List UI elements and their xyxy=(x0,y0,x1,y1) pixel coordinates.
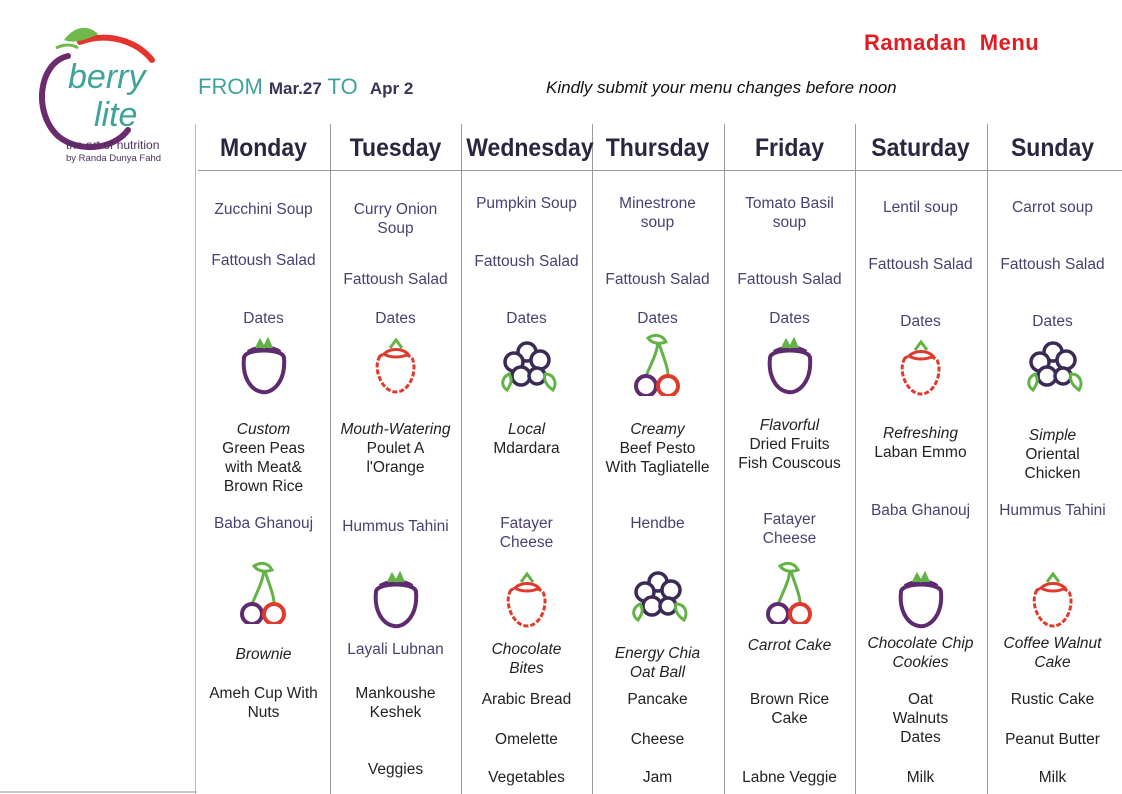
bottom-border xyxy=(0,791,197,793)
breakfast-item: Ameh Cup With Nuts xyxy=(209,685,318,721)
main-dish xyxy=(330,420,461,477)
dates-item: Dates xyxy=(1032,313,1073,330)
breakfast-item: Cheese xyxy=(630,731,685,748)
side-dish: Hummus Tahini xyxy=(342,518,449,535)
main-dish-name: Dried Fruits Fish Couscous xyxy=(738,436,841,472)
salad-item: Fattoush Salad xyxy=(737,271,842,288)
day-header: Thursday xyxy=(605,134,710,162)
main-dish-name: Green Peas with Meat& Brown Rice xyxy=(222,440,305,495)
side-dish: Baba Ghanouj xyxy=(870,502,971,519)
breakfast-item: Veggies xyxy=(367,761,424,778)
cherry-icon xyxy=(760,560,820,624)
menu-title: Ramadan Menu xyxy=(864,30,1040,55)
day-header: Tuesday xyxy=(349,134,442,162)
berries-icon xyxy=(1023,334,1083,398)
breakfast-item: Peanut Butter xyxy=(1005,731,1100,748)
plum-icon xyxy=(760,334,820,398)
breakfast-item: Arabic Bread xyxy=(481,691,572,708)
to-label: TO xyxy=(327,74,358,99)
dessert-item: Energy Chia Oat Ball xyxy=(614,645,701,681)
dates-item: Dates xyxy=(243,310,284,327)
soup-item: Lentil soup xyxy=(883,199,958,216)
salad-item: Fattoush Salad xyxy=(605,271,710,288)
main-dish-name: Mdardara xyxy=(493,440,560,457)
left-border xyxy=(195,124,196,794)
berries-icon xyxy=(628,564,688,628)
salad-item: Fattoush Salad xyxy=(211,252,316,269)
main-dish-adjective: Local xyxy=(507,421,546,438)
breakfast-item: Brown Rice Cake xyxy=(749,691,830,727)
brand-tagline: the art of nutrition xyxy=(66,138,160,152)
soup-item: Curry Onion Soup xyxy=(353,201,438,237)
side-dish: Fatayer Cheese xyxy=(499,515,554,551)
dessert-item: Coffee Walnut Cake xyxy=(1003,635,1102,671)
breakfast-item: Omelette xyxy=(495,731,558,748)
cherry-icon xyxy=(234,560,294,624)
breakfast-item: Pancake xyxy=(627,691,688,708)
strawberry-icon xyxy=(891,336,951,400)
dates-item: Dates xyxy=(900,313,941,330)
cherry-icon xyxy=(628,332,688,396)
dates-item: Dates xyxy=(506,310,547,327)
breakfast-item: Rustic Cake xyxy=(1010,691,1095,708)
breakfast-item: Jam xyxy=(642,769,673,786)
salad-item: Fattoush Salad xyxy=(868,256,973,273)
day-column-thursday xyxy=(592,124,723,794)
dessert-item: Chocolate Chip Cookies xyxy=(867,635,974,671)
from-label: FROM xyxy=(198,74,263,99)
soup-item: Tomato Basil soup xyxy=(745,195,834,231)
from-date: Mar.27 xyxy=(268,79,322,98)
main-dish xyxy=(987,426,1118,483)
main-dish-adjective: Mouth-Watering xyxy=(340,421,451,438)
plum-icon xyxy=(234,334,294,398)
day-column-sunday xyxy=(987,124,1118,794)
brand-byline: by Randa Dunya Fahd xyxy=(66,153,162,164)
soup-item: Minestrone soup xyxy=(619,195,696,231)
plum-icon xyxy=(891,568,951,632)
submit-notice: Kindly submit your menu changes before noon xyxy=(546,78,897,97)
side-dish: Fatayer Cheese xyxy=(762,511,817,547)
main-dish-name: Beef Pesto With Tagliatelle xyxy=(605,440,710,476)
strawberry-icon xyxy=(497,568,557,632)
day-header: Wednesday xyxy=(466,134,594,162)
berries-icon xyxy=(497,334,557,398)
main-dish-name: Oriental Chicken xyxy=(1024,446,1081,482)
main-dish xyxy=(592,420,723,477)
main-dish xyxy=(461,420,592,458)
day-column-friday xyxy=(724,124,855,794)
strawberry-icon xyxy=(366,334,426,398)
day-column-wednesday xyxy=(461,124,592,794)
to-date: Apr 2 xyxy=(369,79,414,98)
main-dish-adjective: Creamy xyxy=(630,421,685,438)
day-column-saturday xyxy=(855,124,986,794)
day-header: Friday xyxy=(754,134,825,162)
main-dish-adjective: Custom xyxy=(236,421,291,438)
dates-item: Dates xyxy=(769,310,810,327)
side-dish: Baba Ghanouj xyxy=(213,515,314,532)
breakfast-item: Mankoushe Keshek xyxy=(355,685,436,721)
salad-item: Fattoush Salad xyxy=(1000,256,1105,273)
logo-berry-text: berry xyxy=(68,58,146,96)
breakfast-item: Milk xyxy=(1038,769,1067,786)
main-dish xyxy=(198,420,329,496)
dates-item: Dates xyxy=(637,310,678,327)
salad-item: Fattoush Salad xyxy=(474,253,579,270)
main-dish-name: Laban Emmo xyxy=(874,444,967,461)
main-dish-adjective: Simple xyxy=(1028,427,1077,444)
main-dish xyxy=(724,416,855,473)
breakfast-item: Milk xyxy=(906,769,935,786)
soup-item: Pumpkin Soup xyxy=(476,195,577,212)
breakfast-item: Vegetables xyxy=(488,769,565,786)
day-column-monday xyxy=(198,124,329,794)
dates-item: Dates xyxy=(375,310,416,327)
plum-icon xyxy=(366,568,426,632)
main-dish xyxy=(855,424,986,462)
dessert-item: Layali Lubnan xyxy=(347,641,444,658)
day-header: Monday xyxy=(220,134,307,162)
main-dish-adjective: Flavorful xyxy=(759,417,820,434)
main-dish-name: Poulet A l'Orange xyxy=(366,440,425,476)
side-dish: Hummus Tahini xyxy=(999,502,1106,519)
soup-item: Carrot soup xyxy=(1012,199,1093,216)
day-header: Sunday xyxy=(1010,134,1095,162)
dessert-item: Carrot Cake xyxy=(747,637,832,654)
dessert-item: Chocolate Bites xyxy=(491,641,562,677)
day-header: Saturday xyxy=(871,134,970,162)
day-column-tuesday xyxy=(330,124,461,794)
salad-item: Fattoush Salad xyxy=(343,271,448,288)
date-range xyxy=(198,74,413,100)
soup-item: Zucchini Soup xyxy=(214,201,313,218)
logo-lite-text: lite xyxy=(94,96,138,134)
main-dish-adjective: Refreshing xyxy=(883,425,958,442)
strawberry-icon xyxy=(1023,568,1083,632)
breakfast-item: Labne Veggie xyxy=(742,769,837,786)
dessert-item: Brownie xyxy=(235,646,292,663)
breakfast-item: Oat Walnuts Dates xyxy=(892,691,949,746)
side-dish: Hendbe xyxy=(630,515,685,532)
